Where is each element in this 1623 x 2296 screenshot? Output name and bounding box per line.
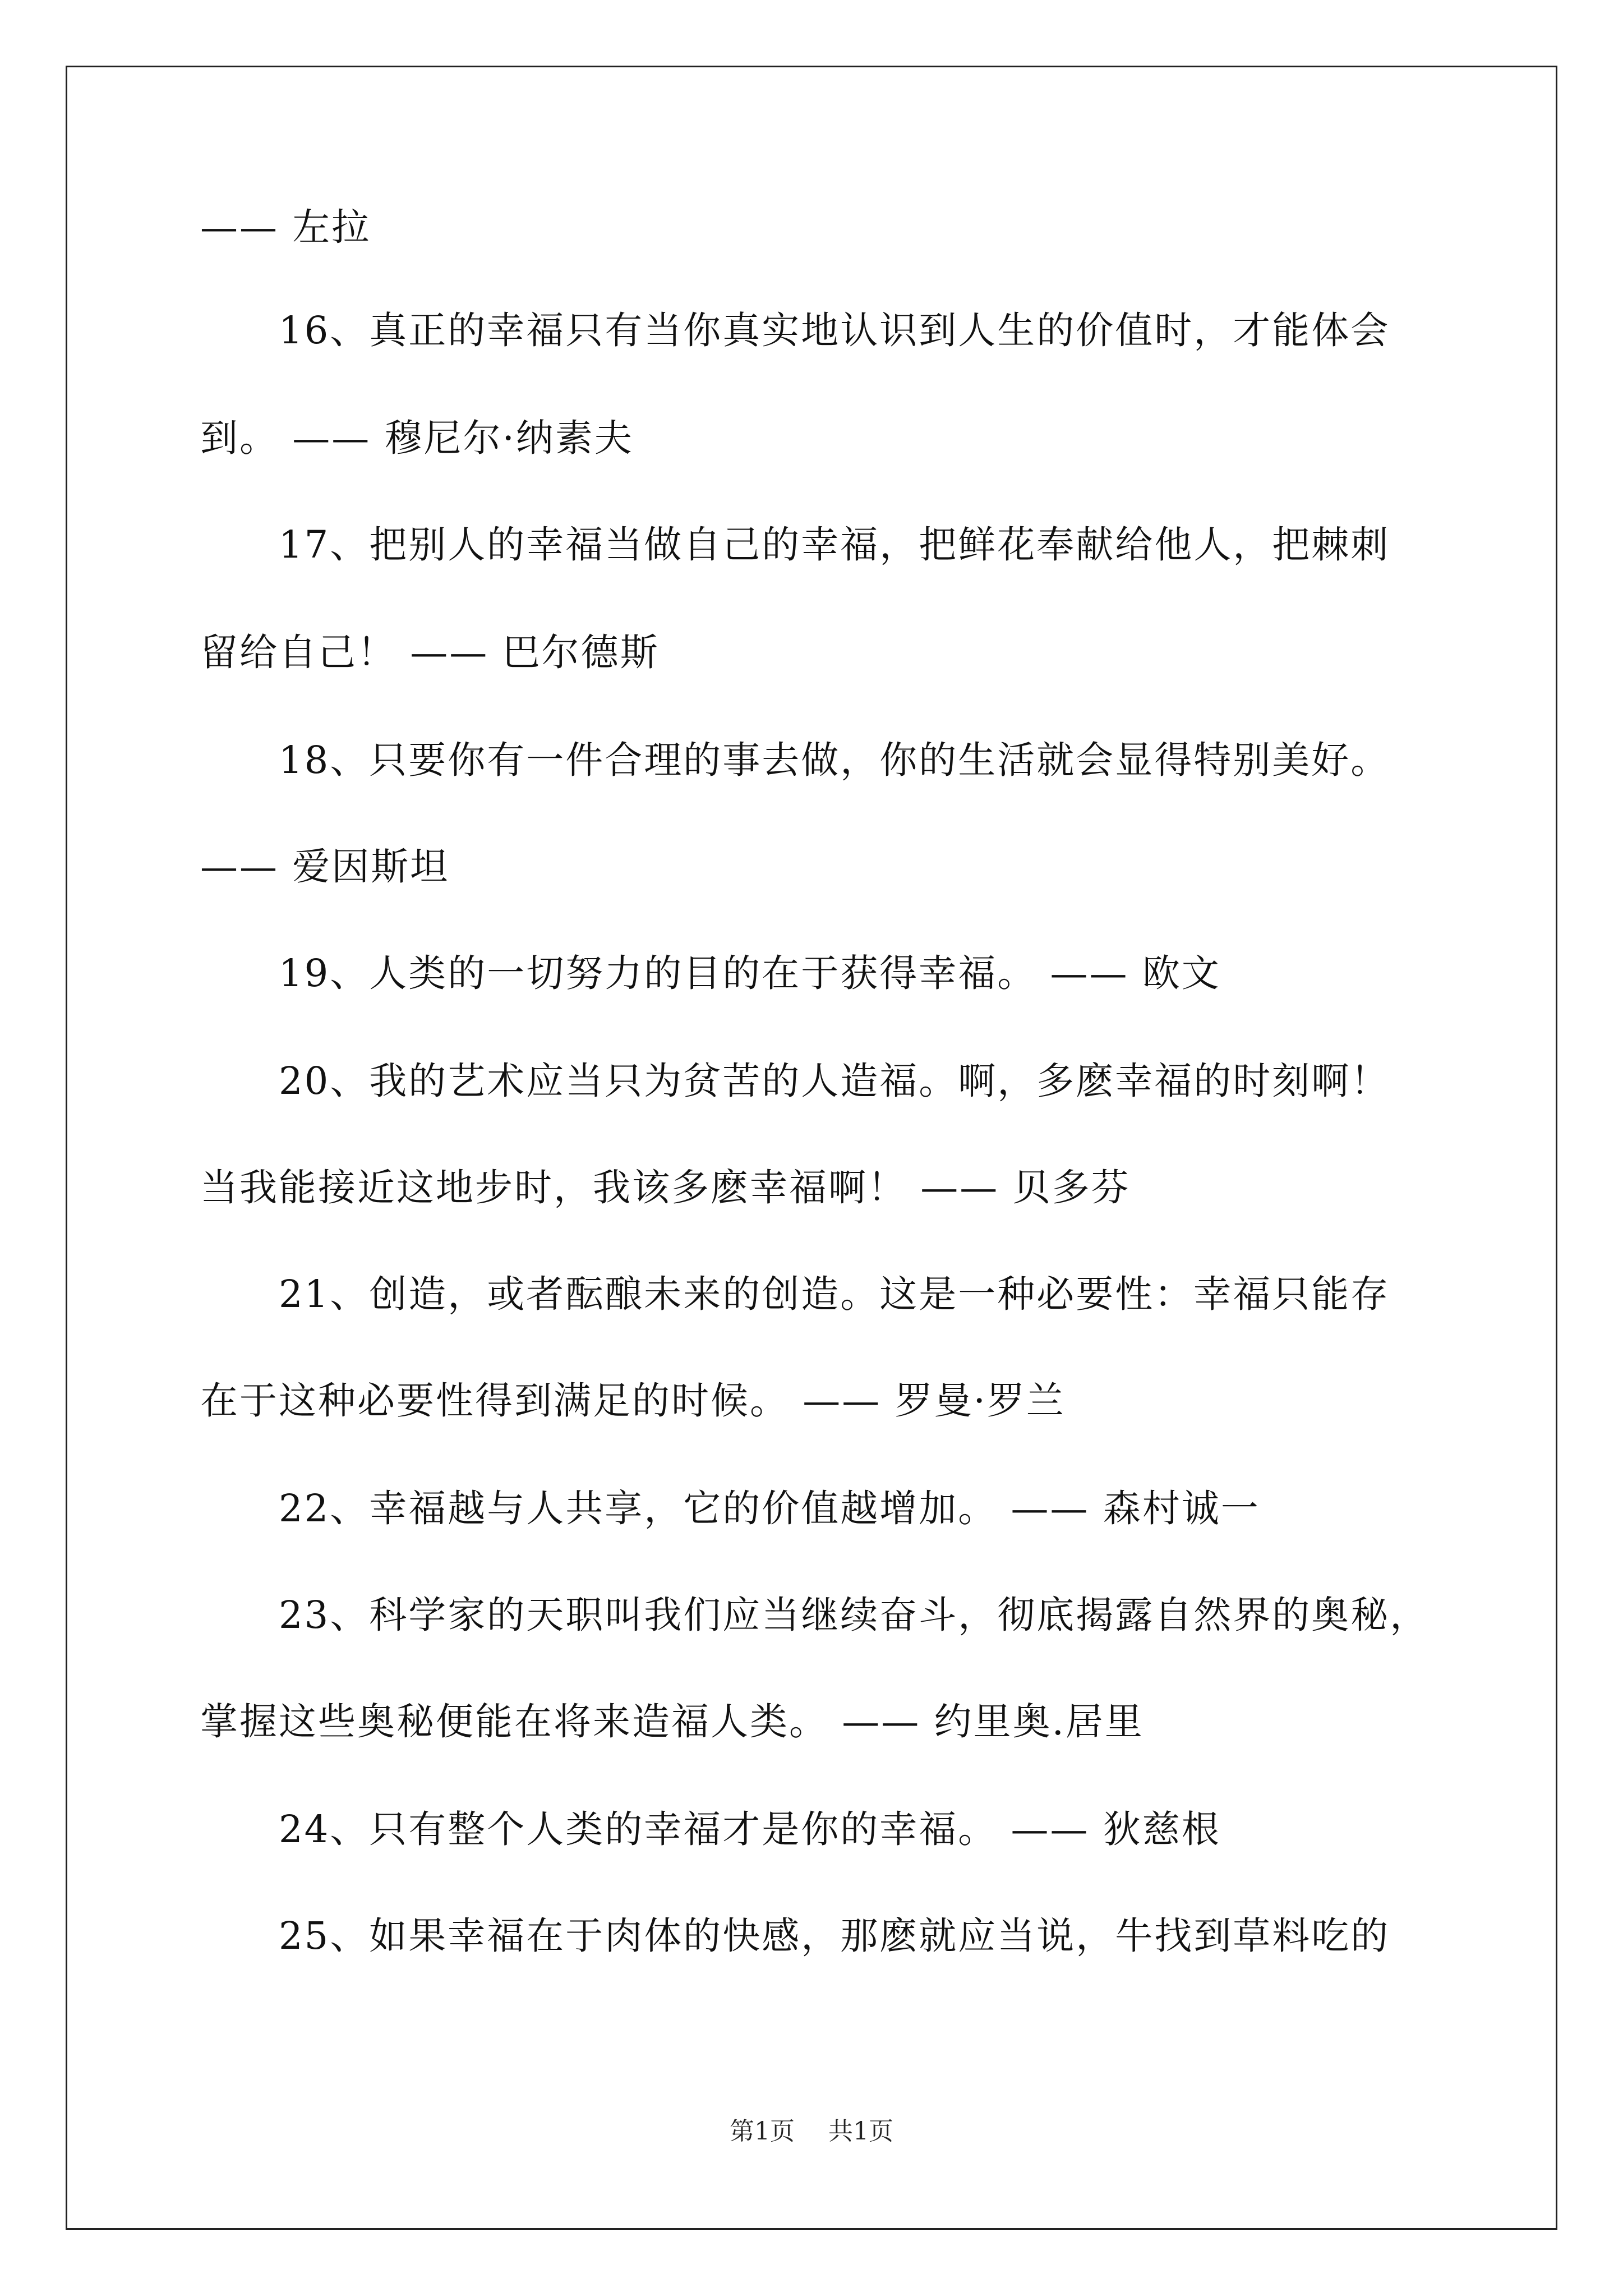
text-line: 21、创造，或者酝酿未来的创造。这是一种必要性：幸福只能存	[279, 1272, 1390, 1316]
text-line: 20、我的艺术应当只为贫苦的人造福。啊，多麽幸福的时刻啊！	[279, 1059, 1390, 1103]
text-line: 16、真正的幸福只有当你真实地认识到人生的价值时，才能体会	[279, 309, 1390, 352]
text-line: 25、如果幸福在于肉体的快感，那麽就应当说，牛找到草料吃的	[279, 1914, 1390, 1958]
text-line: 在于这种必要性得到满足的时候。 —— 罗曼·罗兰	[200, 1379, 1066, 1423]
text-line: 22、幸福越与人共享，它的价值越增加。 —— 森村诚一	[279, 1487, 1260, 1530]
page-border	[66, 66, 1557, 2230]
text-line: 留给自己！ —— 巴尔德斯	[200, 631, 660, 674]
text-line: 当我能接近这地步时，我该多麽幸福啊！ —— 贝多芬	[200, 1166, 1131, 1209]
text-line: 19、人类的一切努力的目的在于获得幸福。 —— 欧文	[279, 951, 1221, 995]
text-line: 23、科学家的天职叫我们应当继续奋斗，彻底揭露自然界的奥秘，	[279, 1593, 1430, 1637]
text-line: 17、把别人的幸福当做自己的幸福，把鲜花奉献给他人，把棘刺	[279, 523, 1390, 567]
page-number: 第1页	[730, 2117, 795, 2146]
text-line: —— 爱因斯坦	[200, 845, 450, 889]
page-footer	[0, 2115, 1623, 2148]
text-line: 24、只有整个人类的幸福才是你的幸福。 —— 狄慈根	[279, 1807, 1221, 1851]
page-total: 共1页	[828, 2117, 893, 2146]
text-line: 掌握这些奥秘便能在将来造福人类。 —— 约里奥.居里	[200, 1700, 1144, 1743]
text-line: 到。 —— 穆尼尔·纳素夫	[200, 416, 634, 460]
text-line: 18、只要你有一件合理的事去做，你的生活就会显得特别美好。	[279, 738, 1390, 782]
text-line: —— 左拉	[200, 205, 371, 249]
